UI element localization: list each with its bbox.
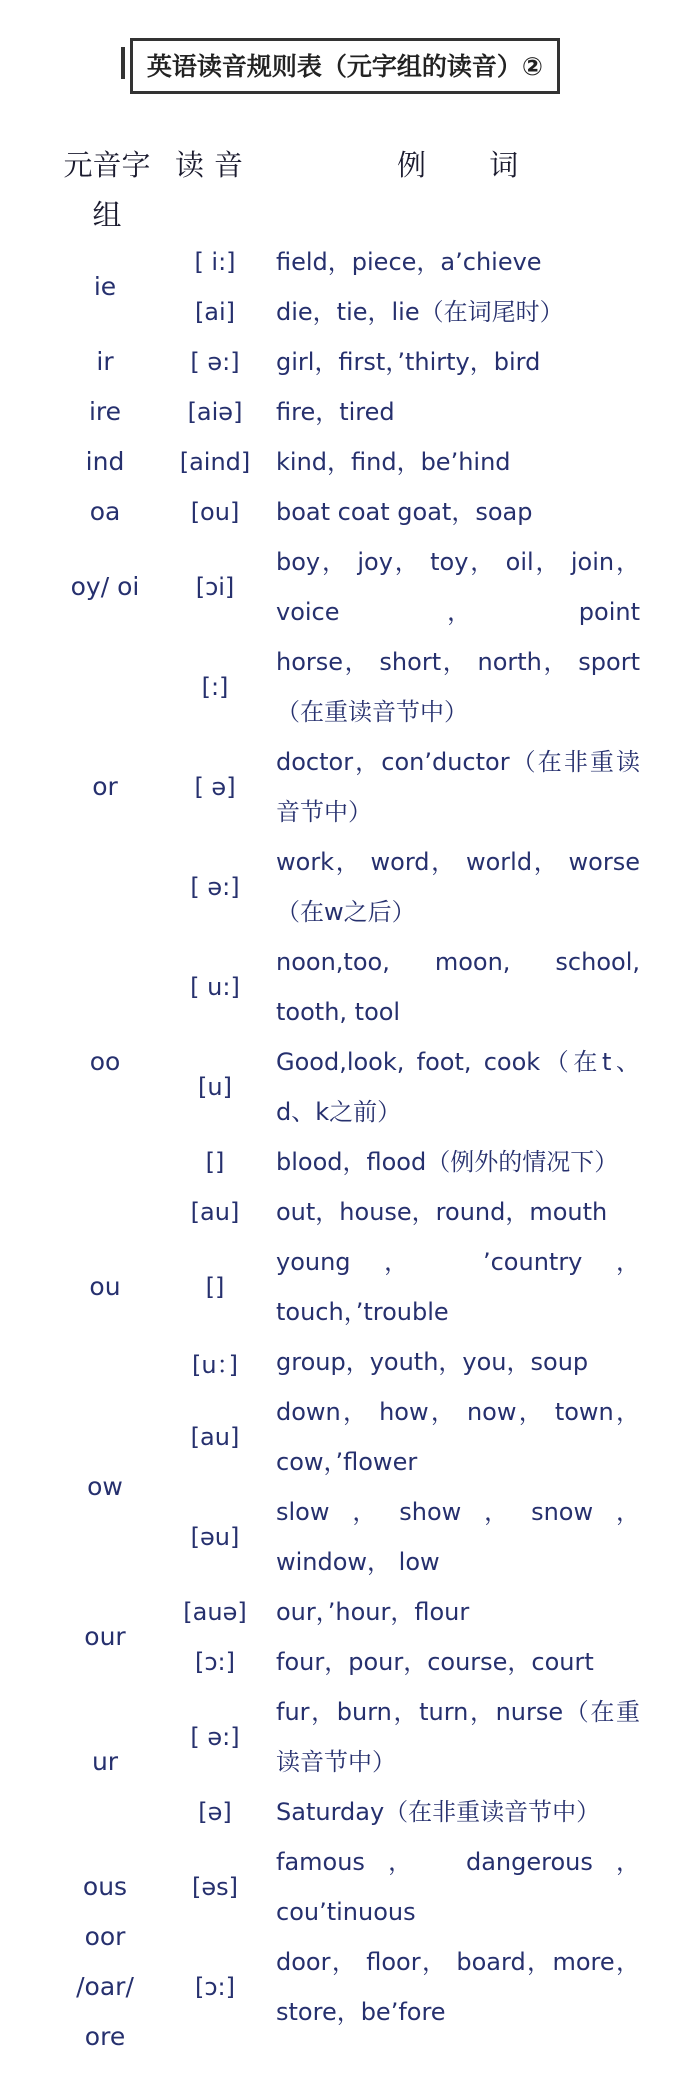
phonetic-symbol: [ ə:] bbox=[190, 873, 240, 901]
phonetic-symbol: [u：] bbox=[192, 1350, 238, 1379]
phonetic-symbol: [aind] bbox=[179, 448, 251, 476]
table-row bbox=[0, 237, 690, 287]
example-words: young， ’country， touch，’trouble bbox=[276, 1248, 640, 1326]
example-words: girl，first，’thirty，bird bbox=[276, 348, 541, 376]
header-sound: 读音 bbox=[175, 148, 254, 182]
table-row bbox=[0, 1922, 690, 2051]
vowel-group-letters: our bbox=[84, 1622, 126, 1651]
vowel-group bbox=[0, 637, 690, 937]
table-row bbox=[0, 1137, 690, 1187]
vowel-group bbox=[0, 1387, 690, 1587]
table-row bbox=[0, 287, 690, 337]
vowel-group-letters: oa bbox=[89, 497, 121, 526]
vowel-group bbox=[0, 1922, 690, 2051]
example-words: blood，flood（例外的情况下） bbox=[276, 1148, 619, 1176]
vowel-group-letters: ir bbox=[96, 347, 114, 376]
phonetic-symbol: [au] bbox=[190, 1423, 240, 1451]
table-row bbox=[0, 487, 690, 537]
vowel-group-letters: ind bbox=[85, 447, 125, 476]
example-words: fur，burn，turn，nurse（在重读音节中） bbox=[276, 1698, 640, 1776]
table-row bbox=[0, 737, 690, 837]
table-row bbox=[0, 1187, 690, 1237]
phonetic-symbol: [ u:] bbox=[190, 973, 240, 1001]
phonetic-symbol: [ i:] bbox=[194, 248, 236, 276]
phonetic-symbol: [ɔi] bbox=[195, 573, 235, 601]
example-words: down， how， now， town， cow，’flower bbox=[276, 1398, 640, 1476]
example-words: kind，find，be’hind bbox=[276, 448, 511, 476]
phonetic-symbol: [auə] bbox=[183, 1598, 247, 1626]
table-row bbox=[0, 1387, 690, 1487]
phonetic-symbol: [au] bbox=[190, 1198, 240, 1226]
example-words: die，tie，lie（在词尾时） bbox=[276, 298, 564, 326]
vowel-group-letters: oor /oar/ ore bbox=[76, 1922, 134, 2051]
table-row bbox=[0, 1637, 690, 1687]
table-row bbox=[0, 1037, 690, 1137]
table-row bbox=[0, 1337, 690, 1387]
vowel-group bbox=[0, 537, 690, 637]
phonetic-symbol: [ɔ:] bbox=[195, 1973, 235, 2001]
vowel-group-letters: oy/ oi bbox=[70, 572, 140, 601]
vowel-group bbox=[0, 1687, 690, 1837]
phonetic-symbol: [ou] bbox=[190, 498, 240, 526]
vowel-group bbox=[0, 337, 690, 387]
vowel-group-letters: or bbox=[92, 772, 118, 801]
title-area bbox=[0, 38, 690, 94]
example-words: Saturday（在非重读音节中） bbox=[276, 1798, 601, 1826]
example-words: Good,look, foot, cook（在t、d、k之前） bbox=[276, 1048, 640, 1126]
vowel-group bbox=[0, 487, 690, 537]
table-row bbox=[0, 837, 690, 937]
phonetic-symbol: [ə] bbox=[198, 1798, 232, 1826]
example-words: boy， joy， toy， oil， join， voice，point bbox=[276, 548, 640, 626]
vowel-group-letters: oo bbox=[89, 1047, 121, 1076]
example-words: slow，show，snow，window， low bbox=[276, 1498, 640, 1576]
example-words: boat coat goat，soap bbox=[276, 498, 533, 526]
vowel-group-letters: ow bbox=[87, 1472, 123, 1501]
vowel-group-letters: ou bbox=[89, 1272, 121, 1301]
table-row bbox=[0, 437, 690, 487]
vowel-group-letters: ie bbox=[93, 272, 117, 301]
phonetic-symbol: [ai] bbox=[194, 298, 236, 326]
example-words: our，’hour，flour bbox=[276, 1598, 470, 1626]
table-row bbox=[0, 637, 690, 737]
example-words: noon,too, moon, school, tooth, tool bbox=[276, 948, 640, 1026]
phonetic-symbol: [aiə] bbox=[187, 398, 243, 426]
vowel-group bbox=[0, 937, 690, 1187]
phonetic-symbol: [u] bbox=[198, 1073, 232, 1101]
table-row bbox=[0, 537, 690, 637]
page-title: 英语读音规则表（元字组的读音）② bbox=[130, 38, 560, 94]
example-words: doctor，con’ductor（在非重读音节中） bbox=[276, 748, 640, 826]
vowel-group-letters: ur bbox=[91, 1747, 119, 1776]
phonetic-symbol: [] bbox=[205, 1148, 225, 1176]
example-words: four，pour，course，court bbox=[276, 1648, 594, 1676]
header-group: 元音字组 bbox=[63, 148, 151, 232]
example-words: work， word， world， worse（在w之后） bbox=[276, 848, 640, 926]
vowel-group-letters: ous bbox=[82, 1872, 128, 1901]
example-words: out，house，round，mouth bbox=[276, 1198, 608, 1226]
table-row bbox=[0, 1687, 690, 1787]
phonetic-symbol: [əu] bbox=[190, 1523, 240, 1551]
table-row bbox=[0, 1587, 690, 1637]
vowel-group bbox=[0, 1587, 690, 1687]
header-example: 例 词 bbox=[397, 148, 521, 182]
example-words: door， floor， board，more， store，be’fore bbox=[276, 1948, 640, 2026]
vowel-group bbox=[0, 237, 690, 337]
rules-table bbox=[0, 237, 690, 2051]
vowel-group bbox=[0, 1187, 690, 1387]
example-words: fire，tired bbox=[276, 398, 395, 426]
vowel-group bbox=[0, 437, 690, 487]
phonetic-symbol: [ ə:] bbox=[190, 348, 240, 376]
table-row bbox=[0, 1237, 690, 1337]
table-row bbox=[0, 1487, 690, 1587]
table-row bbox=[0, 387, 690, 437]
example-words: group，youth，you，soup bbox=[276, 1348, 589, 1376]
table-row bbox=[0, 1787, 690, 1837]
example-words: famous， dangerous， cou’tinuous bbox=[276, 1848, 640, 1926]
table-row bbox=[0, 337, 690, 387]
phonetic-symbol: [:] bbox=[201, 673, 229, 701]
table-row bbox=[0, 937, 690, 1037]
example-words: field，piece，a’chieve bbox=[276, 248, 542, 276]
example-words: horse， short， north， sport（在重读音节中） bbox=[276, 648, 640, 726]
vowel-group bbox=[0, 387, 690, 437]
phonetic-symbol: [] bbox=[205, 1273, 225, 1301]
vowel-group-letters: ire bbox=[88, 397, 122, 426]
phonetic-symbol: [əs] bbox=[192, 1873, 238, 1901]
phonetic-symbol: [ɔ:] bbox=[195, 1648, 235, 1676]
phonetic-symbol: [ ə] bbox=[194, 773, 236, 801]
phonetic-symbol: [ ə:] bbox=[190, 1723, 240, 1751]
